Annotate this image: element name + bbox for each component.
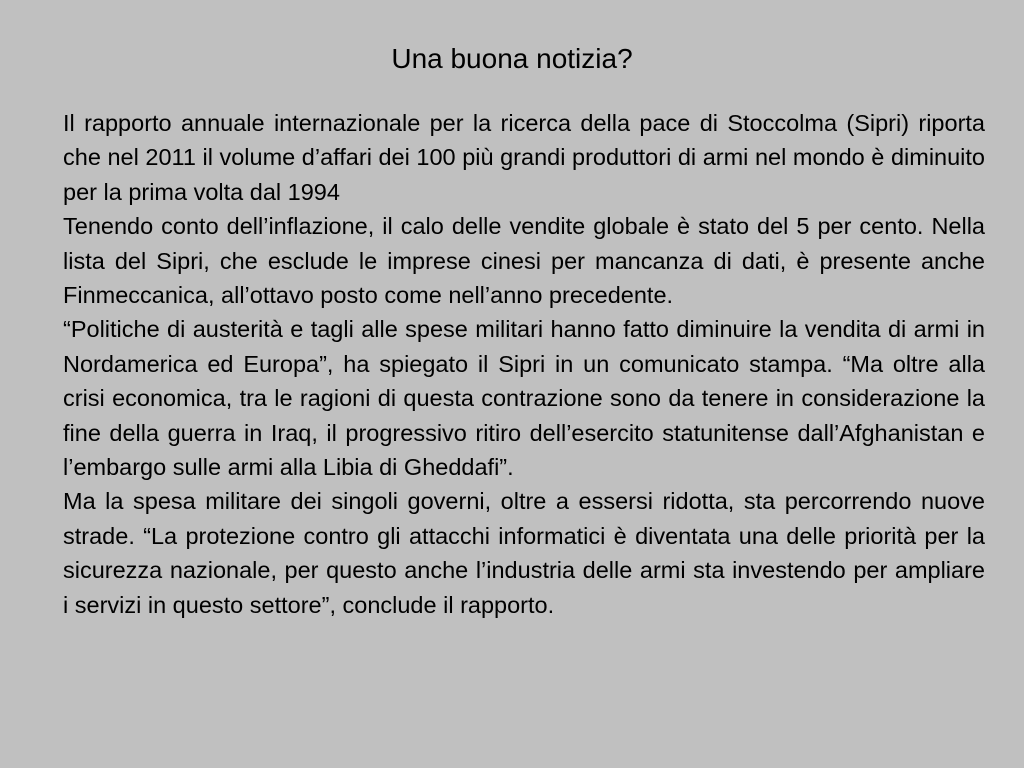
slide-title: Una buona notizia? <box>391 43 633 74</box>
paragraph-1: Il rapporto annuale internazionale per la ricerca della pace di Stoccolma (Sipri) riporta che nel 2011 il volume d’affari dei 100 più grandi produttori di armi nel mondo è diminuito per la prima volta dal 1994 <box>63 110 985 205</box>
paragraph-3: “Politiche di austerità e tagli alle spese militari hanno fatto diminuire la vendita di armi in Nordamerica ed Europa”, ha spiegato il Sipri in un comunicato stampa. “Ma oltre alla crisi economica, tra le ragioni di questa contrazione sono da tenere in considerazione la fine della guerra in Iraq, il progressivo ritiro dell’esercito statunitense dall’Afghanistan e l’embargo sulle armi alla Libia di Gheddafi”. <box>63 316 985 481</box>
slide-body <box>63 106 985 622</box>
paragraph-4: Ma la spesa militare dei singoli governi, oltre a essersi ridotta, sta percorrendo nuove strade. “La protezione contro gli attacchi informatici è diventata una delle priorità per la sicurezza nazionale, per questo anche l’industria delle armi sta investendo per ampliare i servizi in questo settore”, conclude il rapporto. <box>63 488 985 618</box>
paragraph-2: Tenendo conto dell’inflazione, il calo delle vendite globale è stato del 5 per cento. Nella lista del Sipri, che esclude le imprese cinesi per mancanza di dati, è presente anche Finmeccanica, all’ottavo posto come nell’anno precedente. <box>63 213 985 309</box>
